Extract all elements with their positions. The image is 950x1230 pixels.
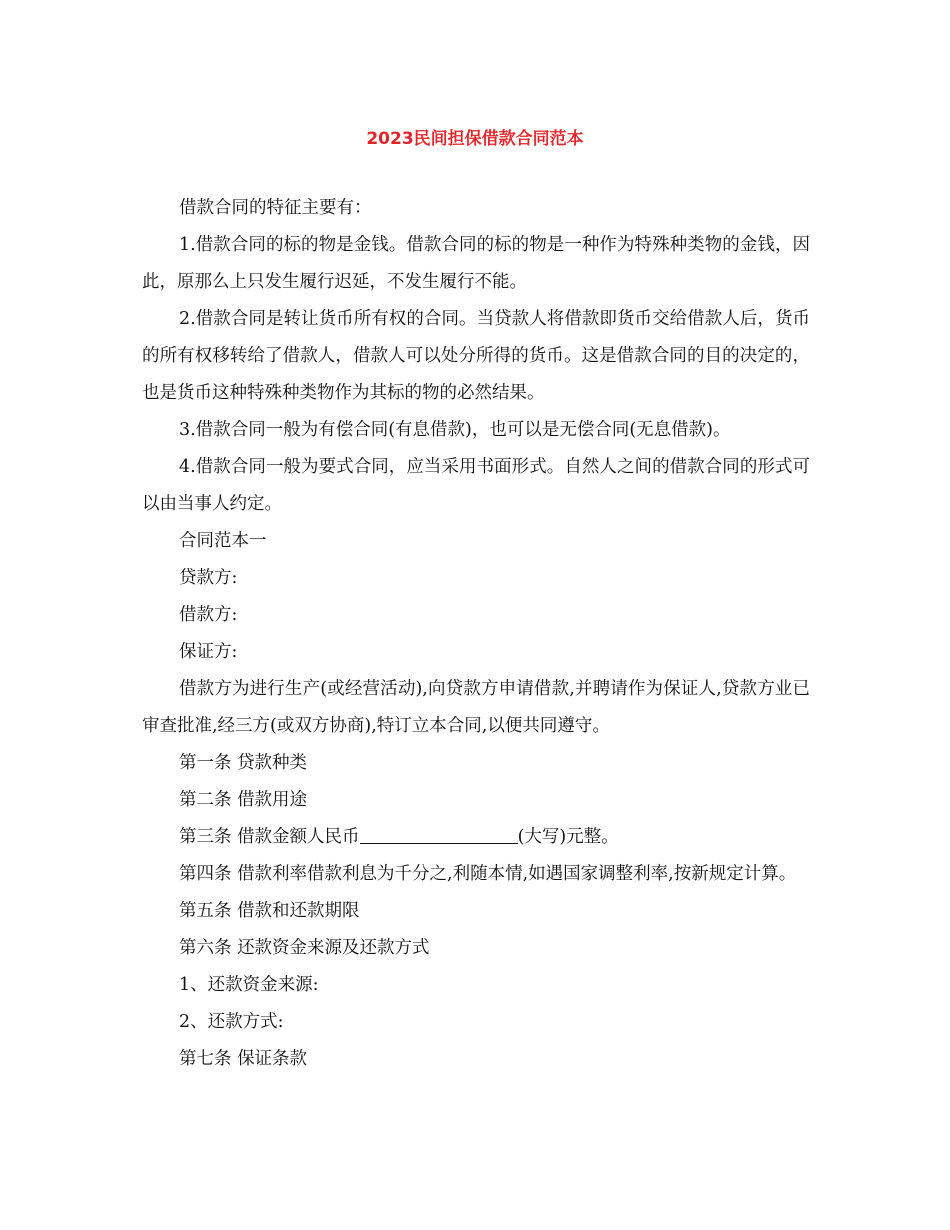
article-6-item-2: 2、还款方式: bbox=[179, 1012, 284, 1032]
article-7: 第七条 保证条款 bbox=[179, 1049, 308, 1069]
document-title: 2023民间担保借款合同范本 bbox=[366, 129, 584, 149]
sample-heading: 合同范本一 bbox=[179, 531, 267, 551]
feature-paragraph-4: 4.借款合同一般为要式合同，应当采用书面形式。自然人之间的借款合同的形式可以由当事人约定。 bbox=[142, 457, 810, 514]
article-3-prefix: 第三条 借款金额人民币 bbox=[179, 827, 360, 847]
preamble-paragraph: 借款方为进行生产(或经营活动),向贷款方申请借款,并聘请作为保证人,贷款方业已审查批准,经三方(或双方协商),特订立本合同,以便共同遵守。 bbox=[142, 679, 810, 736]
feature-paragraph-1: 1.借款合同的标的物是金钱。借款合同的标的物是一种作为特殊种类物的金钱，因此，原那么上只发生履行迟延，不发生履行不能。 bbox=[142, 235, 810, 292]
guarantor-line: 保证方: bbox=[179, 642, 238, 662]
lender-line: 贷款方: bbox=[179, 568, 238, 588]
borrower-line: 借款方: bbox=[179, 605, 238, 625]
article-6: 第六条 还款资金来源及还款方式 bbox=[179, 938, 430, 958]
article-6-item-1: 1、还款资金来源: bbox=[179, 975, 319, 995]
article-1: 第一条 贷款种类 bbox=[179, 753, 308, 773]
article-4: 第四条 借款利率借款利息为千分之,利随本情,如遇国家调整利率,按新规定计算。 bbox=[179, 864, 797, 884]
article-3-suffix: (大写)元整。 bbox=[517, 827, 619, 847]
article-2: 第二条 借款用途 bbox=[179, 790, 308, 810]
article-5: 第五条 借款和还款期限 bbox=[179, 901, 360, 921]
amount-blank-line bbox=[360, 826, 518, 845]
article-3 bbox=[142, 819, 810, 856]
document-body bbox=[142, 190, 810, 1078]
feature-paragraph-2: 2.借款合同是转让货币所有权的合同。当贷款人将借款即货币交给借款人后，货币的所有权移转给了借款人，借款人可以处分所得的货币。这是借款合同的目的决定的，也是货币这种特殊种类物作为其标的物的必然结果。 bbox=[142, 309, 810, 403]
feature-paragraph-3: 3.借款合同一般为有偿合同(有息借款)，也可以是无偿合同(无息借款)。 bbox=[179, 420, 731, 440]
intro-paragraph: 借款合同的特征主要有： bbox=[179, 198, 372, 218]
